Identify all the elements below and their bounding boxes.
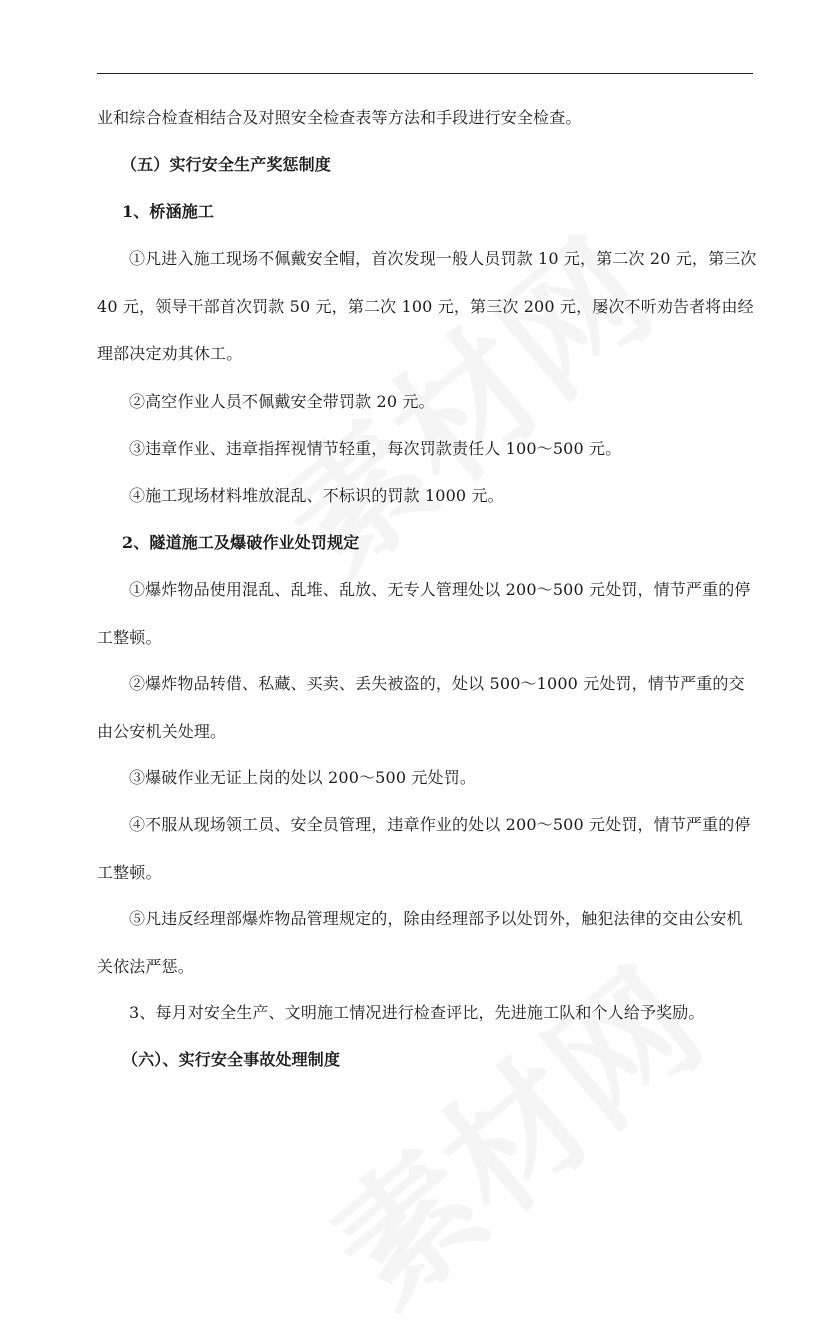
paragraph-intro: 业和综合检查相结合及对照安全检查表等方法和手段进行安全检查。 [97, 108, 582, 127]
header-rule [97, 73, 753, 74]
paragraph-helmet-fines: ①凡进入施工现场不佩戴安全帽，首次发现一般人员罚款 10 元，第二次 20 元，第三次 40 元，领导干部首次罚款 50 元，第二次 100 元，第三次 200 元，屡次不听劝告者将由经理部决定劝其休工。 [97, 249, 757, 363]
section-heading-6: （六）、实行安全事故处理制度 [122, 1050, 341, 1069]
paragraph-materials: ④施工现场材料堆放混乱、不标识的罚款 1000 元。 [129, 486, 504, 505]
subheading-tunnel: 2、隧道施工及爆破作业处罚规定 [122, 533, 360, 552]
paragraph-explosives-regulation: ⑤凡违反经理部爆炸物品管理规定的，除由经理部予以处罚外，触犯法律的交由公安机关依法严惩。 [97, 909, 743, 976]
paragraph-uncertified: ③爆破作业无证上岗的处以 200～500 元处罚。 [129, 768, 477, 787]
paragraph-disobey: ④不服从现场领工员、安全员管理，违章作业的处以 200～500 元处罚，情节严重的停工整顿。 [97, 815, 751, 882]
paragraph-explosives-transfer: ②爆炸物品转借、私藏、买卖、丢失被盗的，处以 500～1000 元处罚，情节严重的交由公安机关处理。 [97, 674, 745, 741]
paragraph-explosives-use: ①爆炸物品使用混乱、乱堆、乱放、无专人管理处以 200～500 元处罚，情节严重的停工整顿。 [97, 580, 751, 647]
section-heading-5: （五）实行安全生产奖惩制度 [121, 155, 331, 174]
paragraph-monthly-review: 3、每月对安全生产、文明施工情况进行检查评比，先进施工队和个人给予奖励。 [129, 1003, 705, 1022]
subheading-bridge: 1、桥涵施工 [122, 202, 215, 221]
paragraph-violation-fines: ③违章作业、违章指挥视情节轻重，每次罚款责任人 100～500 元。 [129, 439, 622, 458]
paragraph-safety-belt: ②高空作业人员不佩戴安全带罚款 20 元。 [129, 392, 435, 411]
